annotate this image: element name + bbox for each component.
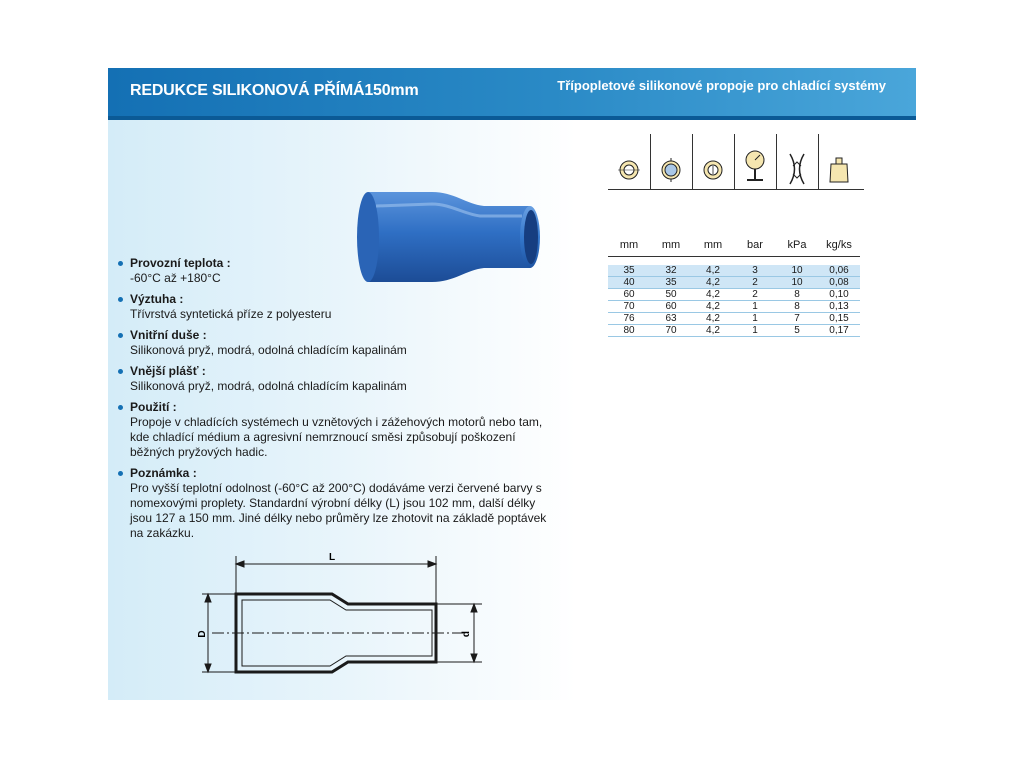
table-cell: 5	[776, 325, 818, 337]
table-cell: 4,2	[692, 289, 734, 301]
table-cell: 2	[734, 289, 776, 301]
arrow-icon	[205, 664, 211, 672]
table-cell: 8	[776, 301, 818, 313]
wall-thickness-icon	[692, 134, 734, 190]
table-row	[608, 301, 860, 313]
table-cell: 70	[650, 325, 692, 337]
arrow-icon	[236, 561, 244, 567]
spec-label: Výztuha :	[130, 292, 184, 306]
technical-drawing	[192, 550, 492, 700]
table-cell: 4,2	[692, 301, 734, 313]
table-cell: 63	[650, 313, 692, 325]
table-icon-header	[608, 134, 864, 190]
units-row	[608, 234, 860, 257]
table-cell: 2	[734, 277, 776, 289]
spec-label: Vnější plášť :	[130, 364, 206, 378]
spec-text: Silikonová pryž, modrá, odolná chladícím kapalinám	[130, 343, 407, 357]
table-cell: 3	[734, 265, 776, 277]
unit-cell: bar	[734, 234, 776, 257]
table-cell: 4,2	[692, 265, 734, 277]
outer-diameter-label: D	[197, 630, 208, 638]
inner-diameter-label: d	[461, 630, 472, 638]
table-cell: 60	[650, 301, 692, 313]
table-cell: 35	[608, 265, 650, 277]
table-row	[608, 313, 860, 325]
unit-cell: kPa	[776, 234, 818, 257]
table-cell: 0,10	[818, 289, 860, 301]
table-cell: 1	[734, 325, 776, 337]
table-cell: 0,13	[818, 301, 860, 313]
unit-cell: mm	[650, 234, 692, 257]
header-banner	[108, 68, 916, 120]
unit-cell: mm	[608, 234, 650, 257]
arrow-icon	[471, 654, 477, 662]
bullet-icon	[118, 369, 123, 374]
table-cell: 50	[650, 289, 692, 301]
spec-item-temperature	[118, 256, 558, 286]
table-cell: 60	[608, 289, 650, 301]
spec-text: Třívrstvá syntetická příze z polyesteru	[130, 307, 332, 321]
page-subtitle: Třípopletové silikonové propoje pro chladící systémy	[557, 78, 886, 93]
spec-label: Poznámka :	[130, 466, 197, 480]
table-cell: 4,2	[692, 277, 734, 289]
table-cell: 8	[776, 289, 818, 301]
arrow-icon	[428, 561, 436, 567]
spec-label: Použití :	[130, 400, 177, 414]
spec-item-inner-tube	[118, 328, 558, 358]
table-cell: 40	[608, 277, 650, 289]
dimension-table	[608, 234, 860, 337]
unit-cell: kg/ks	[818, 234, 860, 257]
bullet-icon	[118, 333, 123, 338]
table-cell: 1	[734, 301, 776, 313]
unit-cell: mm	[692, 234, 734, 257]
inner-diameter-icon	[650, 134, 692, 190]
weight-icon	[818, 134, 860, 190]
table-cell: 0,17	[818, 325, 860, 337]
table-cell: 80	[608, 325, 650, 337]
bullet-icon	[118, 261, 123, 266]
table-row	[608, 265, 860, 277]
bullet-icon	[118, 405, 123, 410]
spec-text: Pro vyšší teplotní odolnost (-60°C až 200°C) dodáváme verzi červené barvy s nomexovými proplety. Standardní výrobní délky (L) jsou 102 mm, další délky jsou 127 a 150 mm. Jiné délky nebo průměry lze zhotovit na základě poptávek na zakázku.	[130, 481, 547, 540]
table-cell: 1	[734, 313, 776, 325]
bullet-icon	[118, 297, 123, 302]
spec-label: Vnitřní duše :	[130, 328, 207, 342]
banner-stripe	[108, 116, 916, 120]
spec-list	[118, 256, 558, 547]
pressure-gauge-icon	[734, 134, 776, 190]
bullet-icon	[118, 471, 123, 476]
table-cell: 10	[776, 265, 818, 277]
catalog-sheet	[108, 68, 916, 700]
spec-text: Silikonová pryž, modrá, odolná chladícím kapalinám	[130, 379, 407, 393]
table-cell: 4,2	[692, 325, 734, 337]
table-cell: 10	[776, 277, 818, 289]
outer-diameter-icon	[608, 134, 650, 190]
table-row	[608, 277, 860, 289]
table-cell: 70	[608, 301, 650, 313]
table-cell: 0,15	[818, 313, 860, 325]
table-cell: 35	[650, 277, 692, 289]
spec-item-outer-cover	[118, 364, 558, 394]
table-row	[608, 289, 860, 301]
table-cell: 4,2	[692, 313, 734, 325]
length-label: L	[328, 552, 336, 563]
spec-item-note	[118, 466, 558, 541]
table-cell: 32	[650, 265, 692, 277]
arrow-icon	[205, 594, 211, 602]
burst-pressure-icon	[776, 134, 818, 190]
table-cell: 0,06	[818, 265, 860, 277]
arrow-icon	[471, 604, 477, 612]
spec-text: Propoje v chladících systémech u vznětových i zážehových motorů nebo tam, kde chladící médium a agresivní nemrznoucí směsi způsobují poškození běžných pryžových hadic.	[130, 415, 543, 459]
page-title: REDUKCE SILIKONOVÁ PŘÍMÁ150mm	[130, 82, 419, 99]
spec-text: -60°C až +180°C	[130, 271, 221, 285]
table-row	[608, 325, 860, 337]
spec-item-reinforcement	[118, 292, 558, 322]
table-cell: 76	[608, 313, 650, 325]
spec-item-usage	[118, 400, 558, 460]
table-cell: 0,08	[818, 277, 860, 289]
table-cell: 7	[776, 313, 818, 325]
spec-label: Provozní teplota :	[130, 256, 231, 270]
